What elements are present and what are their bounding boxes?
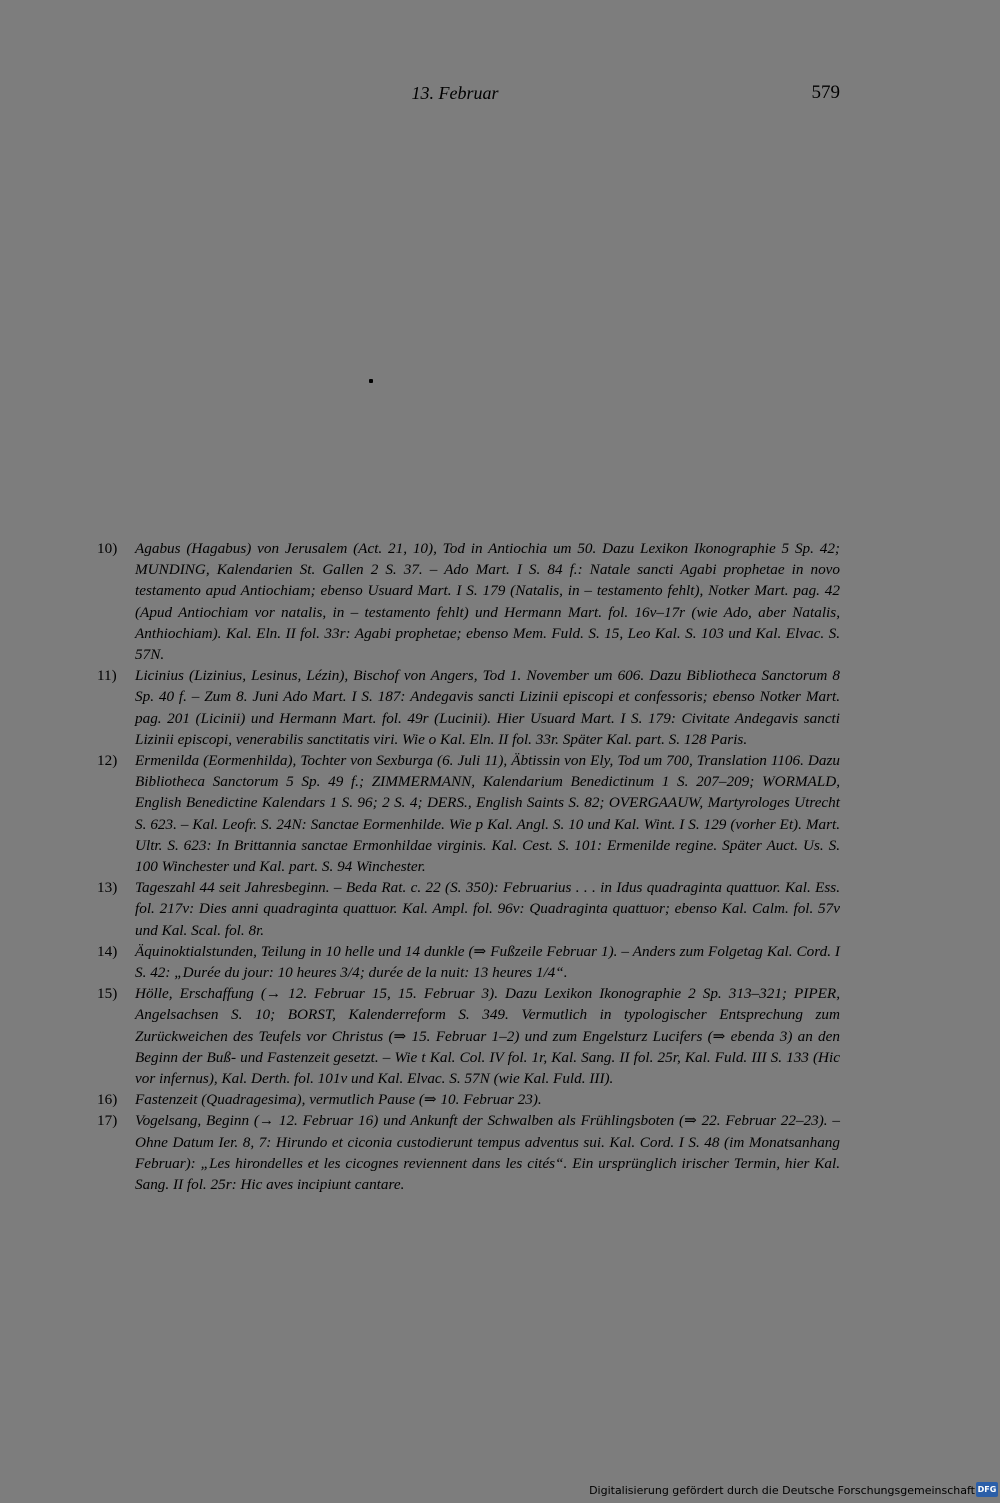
- footnote-number: 10): [97, 540, 118, 557]
- footnote-text: Fastenzeit (Quadragesima), vermutlich Pause (⇒ 10. Februar 23).: [135, 1091, 542, 1109]
- footnotes: [97, 538, 840, 1195]
- footnote-text: Ermenilda (Eormenhilda), Tochter von Sexburga (6. Juli 11), Äbtissin von Ely, Tod um 700, Translation 1106. Dazu Bibliotheca Sanctorum 5 Sp. 49 f.; ZIMMERMANN, Kalendarium Benedictinum 1 S. 207–209; WORMALD, English Benedictine Kalendars 1 S. 96; 2 S. 4; DERS., English Saints S. 82; OVERGAAUW, Martyrologes Utrecht S. 623. – Kal. Leofr. S. 24N: Sanctae Eormenhilde. Wie p Kal. Angl. S. 10 und Kal. Wint. I S. 129 (vorher Et). Mart. Ultr. S. 623: In Brittannia sanctae Ermonhildae virginis. Kal. Cest. S. 101: Ermenilde regine. Später Auct. Us. S. 100 Winchester und Kal. part. S. 94 Winchester.: [135, 752, 840, 876]
- footnote-text: Hölle, Erschaffung (→ 12. Februar 15, 15. Februar 3). Dazu Lexikon Ikonographie 2 Sp. 313–321; PIPER, Angelsachsen S. 10; BORST, Kalenderreform S. 349. Vermutlich in typologischer Entsprechung zum Zurückweichen des Teufels vor Christus (⇒ 15. Februar 1–2) und zum Engelsturz Lucifers (⇒ ebenda 3) an den Beginn der Buß- und Fastenzeit gesetzt. – Wie t Kal. Col. IV fol. 1r, Kal. Sang. II fol. 25r, Kal. Fuld. III S. 133 (Hic vor infernus), Kal. Derth. fol. 101v und Kal. Elvac. S. 57N (wie Kal. Fuld. III).: [135, 985, 840, 1088]
- footnote-text: Licinius (Lizinius, Lesinus, Lézin), Bischof von Angers, Tod 1. November um 606. Dazu Bibliotheca Sanctorum 8 Sp. 40 f. – Zum 8. Juni Ado Mart. I S. 187: Andegavis sancti Lizinii episcopi et confessoris; ebenso Notker Mart. pag. 201 (Licinii) und Hermann Mart. fol. 49r (Lucinii). Hier Usuard Mart. I S. 179: Civitate Andegavis sancti Lizinii episcopi, venerabilis sanctitatis viri. Wie o Kal. Eln. II fol. 33r. Später Kal. part. S. 128 Paris.: [135, 667, 840, 748]
- footnote-text: Vogelsang, Beginn (→ 12. Februar 16) und Ankunft der Schwalben als Frühlingsboten (⇒ 22. Februar 22–23). – Ohne Datum Ier. 8, 7: Hirundo et ciconia custodierunt tempus adventus sui. Kal. Cord. I S. 48 (im Monatsanhang Februar): „Les hirondelles et les cicognes reviennent dans les cités“. Ein ursprünglich irischer Termin, hier Kal. Sang. II fol. 25r: Hic aves incipiunt cantare.: [135, 1112, 840, 1194]
- footnote-text: Agabus (Hagabus) von Jerusalem (Act. 21, 10), Tod in Antiochia um 50. Dazu Lexikon Ikonographie 5 Sp. 42; MUNDING, Kalendarien St. Gallen 2 S. 37. – Ado Mart. I S. 84 f.: Natale sancti Agabi prophetae in novo testamento apud Antiochiam; ebenso Usuard Mart. I S. 179 (Natalis, in – testamento fehlt), Notker Mart. pag. 42 (Apud Antiochiam vor natalis, in – testamento fehlt) und Hermann Mart. fol. 16v–17r (wie Ado, aber Natalis, Anthiochiam). Kal. Eln. II fol. 33r: Agabi prophetae; ebenso Mem. Fuld. S. 15, Leo Kal. S. 103 und Kal. Elvac. S. 57N.: [135, 540, 840, 664]
- footnote-11: [97, 665, 840, 750]
- footnote-13: [97, 877, 840, 941]
- dfg-logo: DFG: [976, 1482, 998, 1497]
- footnote-17: [97, 1110, 840, 1195]
- page-number: 579: [811, 82, 840, 103]
- footnote-number: 15): [97, 985, 118, 1003]
- footnote-16: [97, 1089, 840, 1110]
- footnote-10: [97, 538, 840, 665]
- footnote-14: [97, 941, 840, 983]
- footnote-number: 13): [97, 879, 118, 897]
- running-title: 13. Februar: [411, 83, 499, 103]
- footnote-text: Tageszahl 44 seit Jahresbeginn. – Beda Rat. c. 22 (S. 350): Februarius . . . in Idus quadraginta quattuor. Kal. Ess. fol. 217v: Dies anni quadraginta quattuor. Kal. Ampl. fol. 96v: Quadraginta quattuor; ebenso Kal. Calm. fol. 57v und Kal. Scal. fol. 8r.: [135, 879, 840, 939]
- footnote-number: 11): [97, 667, 117, 685]
- footnote-number: 14): [97, 942, 118, 960]
- funding-credit: Digitalisierung gefördert durch die Deutsche Forschungsgemeinschaft: [589, 1484, 975, 1497]
- footnote-number: 17): [97, 1112, 118, 1130]
- footnote-12: [97, 750, 840, 877]
- footnote-number: 12): [97, 752, 118, 770]
- footnote-text: Äquinoktialstunden, Teilung in 10 helle und 14 dunkle (⇒ Fußzeile Februar 1). – Anders zum Folgetag Kal. Cord. I S. 42: „Durée du jour: 10 heures 3/4; durée de la nuit: 13 heures 1/4“.: [135, 942, 840, 982]
- footnote-number: 16): [97, 1091, 118, 1109]
- footnote-15: [97, 983, 840, 1089]
- ink-speck: [369, 379, 373, 383]
